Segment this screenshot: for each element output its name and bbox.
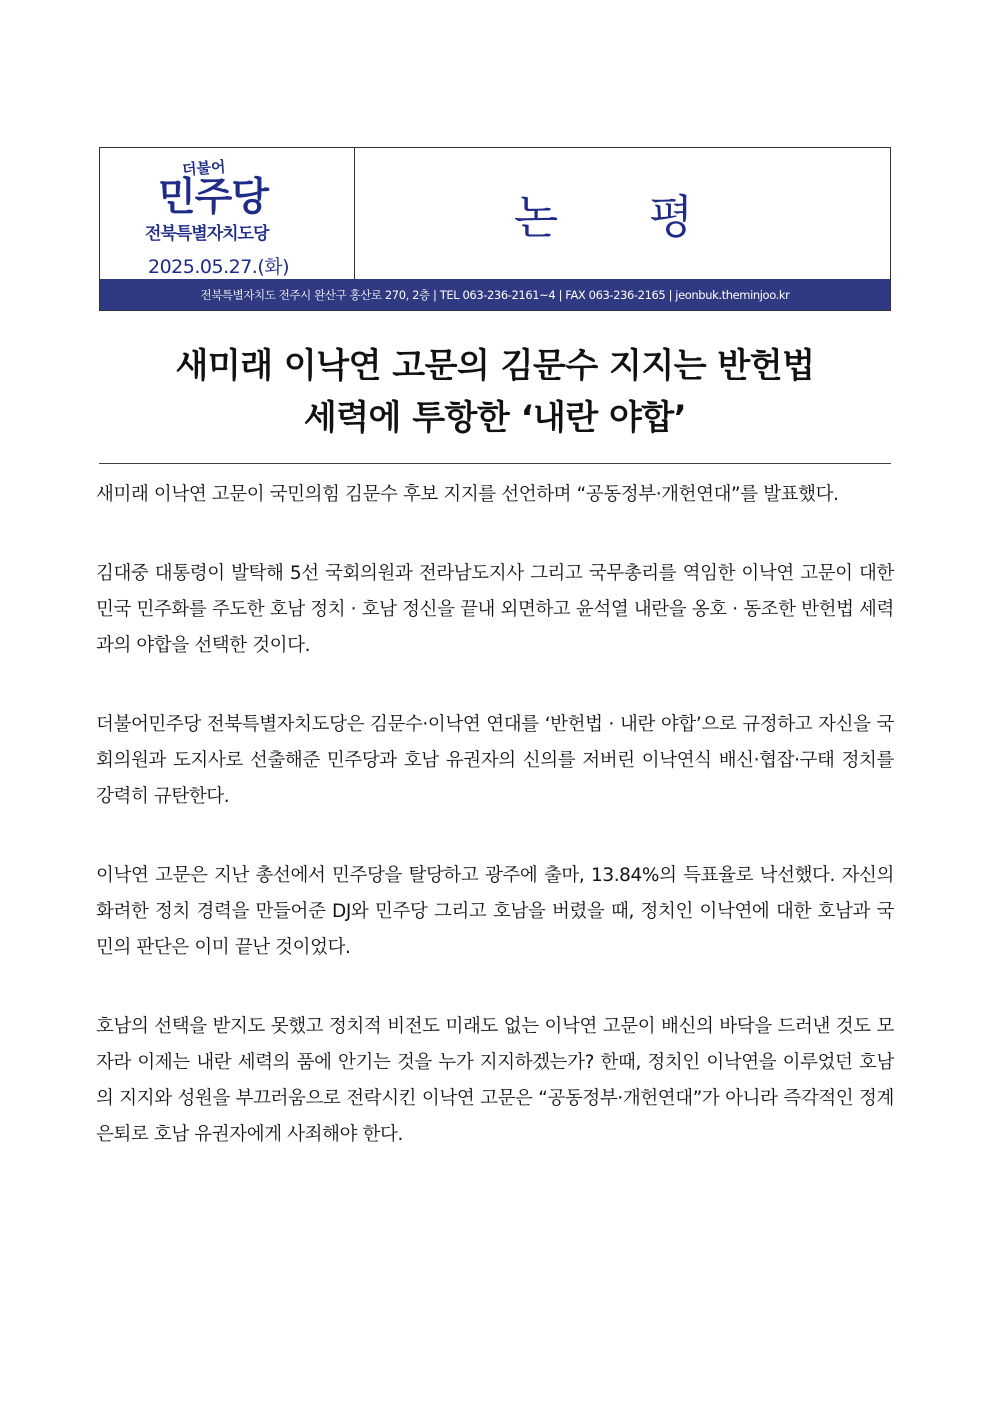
- headline-line-2: 세력에 투항한 ‘내란 야합’: [303, 398, 687, 438]
- paragraph-3: 더불어민주당 전북특별자치도당은 김문수·이낙연 연대를 ‘반헌법 · 내란 야합’으로 규정하고 자신을 국회의원과 도지사로 선출해준 민주당과 호남 유권자의 신의를 저버린 이낙연식 배신·협잡·구태 정치를 강력히 규탄한다.: [96, 714, 894, 807]
- paragraph-5: 호남의 선택을 받지도 못했고 정치적 비전도 미래도 없는 이낙연 고문이 배신의 바닥을 드러낸 것도 모자라 이제는 내란 세력의 품에 안기는 것을 누가 지지하겠는가? 한때, 정치인 이낙연을 이루었던 호남의 지지와 성원을 부끄러움으로 전락시킨 이낙연 고문은 “공동정부·개헌연대”가 아니라 즉각적인 정계 은퇴로 호남 유권자에게 사죄해야 한다.: [96, 1016, 894, 1145]
- document-type-title: 논 평: [513, 189, 732, 244]
- contact-info-bar: 전북특별자치도 전주시 완산구 홍산로 270, 2층 | TEL 063-236-2161~4 | FAX 063-236-2165 | jeonbuk.theminjoo.kr: [100, 279, 890, 310]
- logo-region-text: 전북특별자치도당: [145, 224, 269, 244]
- article-body: [96, 477, 894, 1196]
- party-logo-block: [100, 148, 355, 279]
- paragraph-4: 이낙연 고문은 지난 총선에서 민주당을 탈당하고 광주에 출마, 13.84%의 득표율로 낙선했다. 자신의 화려한 정치 경력을 만들어준 DJ와 민주당 그리고 호남을 버렸을 때, 정치인 이낙연에 대한 호남과 국민의 판단은 이미 끝난 것이었다.: [96, 865, 894, 958]
- paragraph-2: 김대중 대통령이 발탁해 5선 국회의원과 전라남도지사 그리고 국무총리를 역임한 이낙연 고문이 대한민국 민주화를 주도한 호남 정치 · 호남 정신을 끝내 외면하고 윤석열 내란을 옹호 · 동조한 반헌법 세력과의 야합을 선택한 것이다.: [96, 563, 894, 656]
- letterhead: [99, 147, 891, 311]
- divider-line: [99, 463, 891, 464]
- logo-small-text: 더불어: [181, 157, 227, 179]
- headline: [99, 340, 891, 444]
- release-date: 2025.05.27.(화): [148, 256, 290, 278]
- headline-line-1: 새미래 이낙연 고문의 김문수 지지는 반헌법: [175, 346, 815, 386]
- paragraph-1: 새미래 이낙연 고문이 국민의힘 김문수 후보 지지를 선언하며 “공동정부·개헌연대”를 발표했다.: [96, 484, 839, 505]
- logo-main-text: 민주당: [158, 175, 269, 220]
